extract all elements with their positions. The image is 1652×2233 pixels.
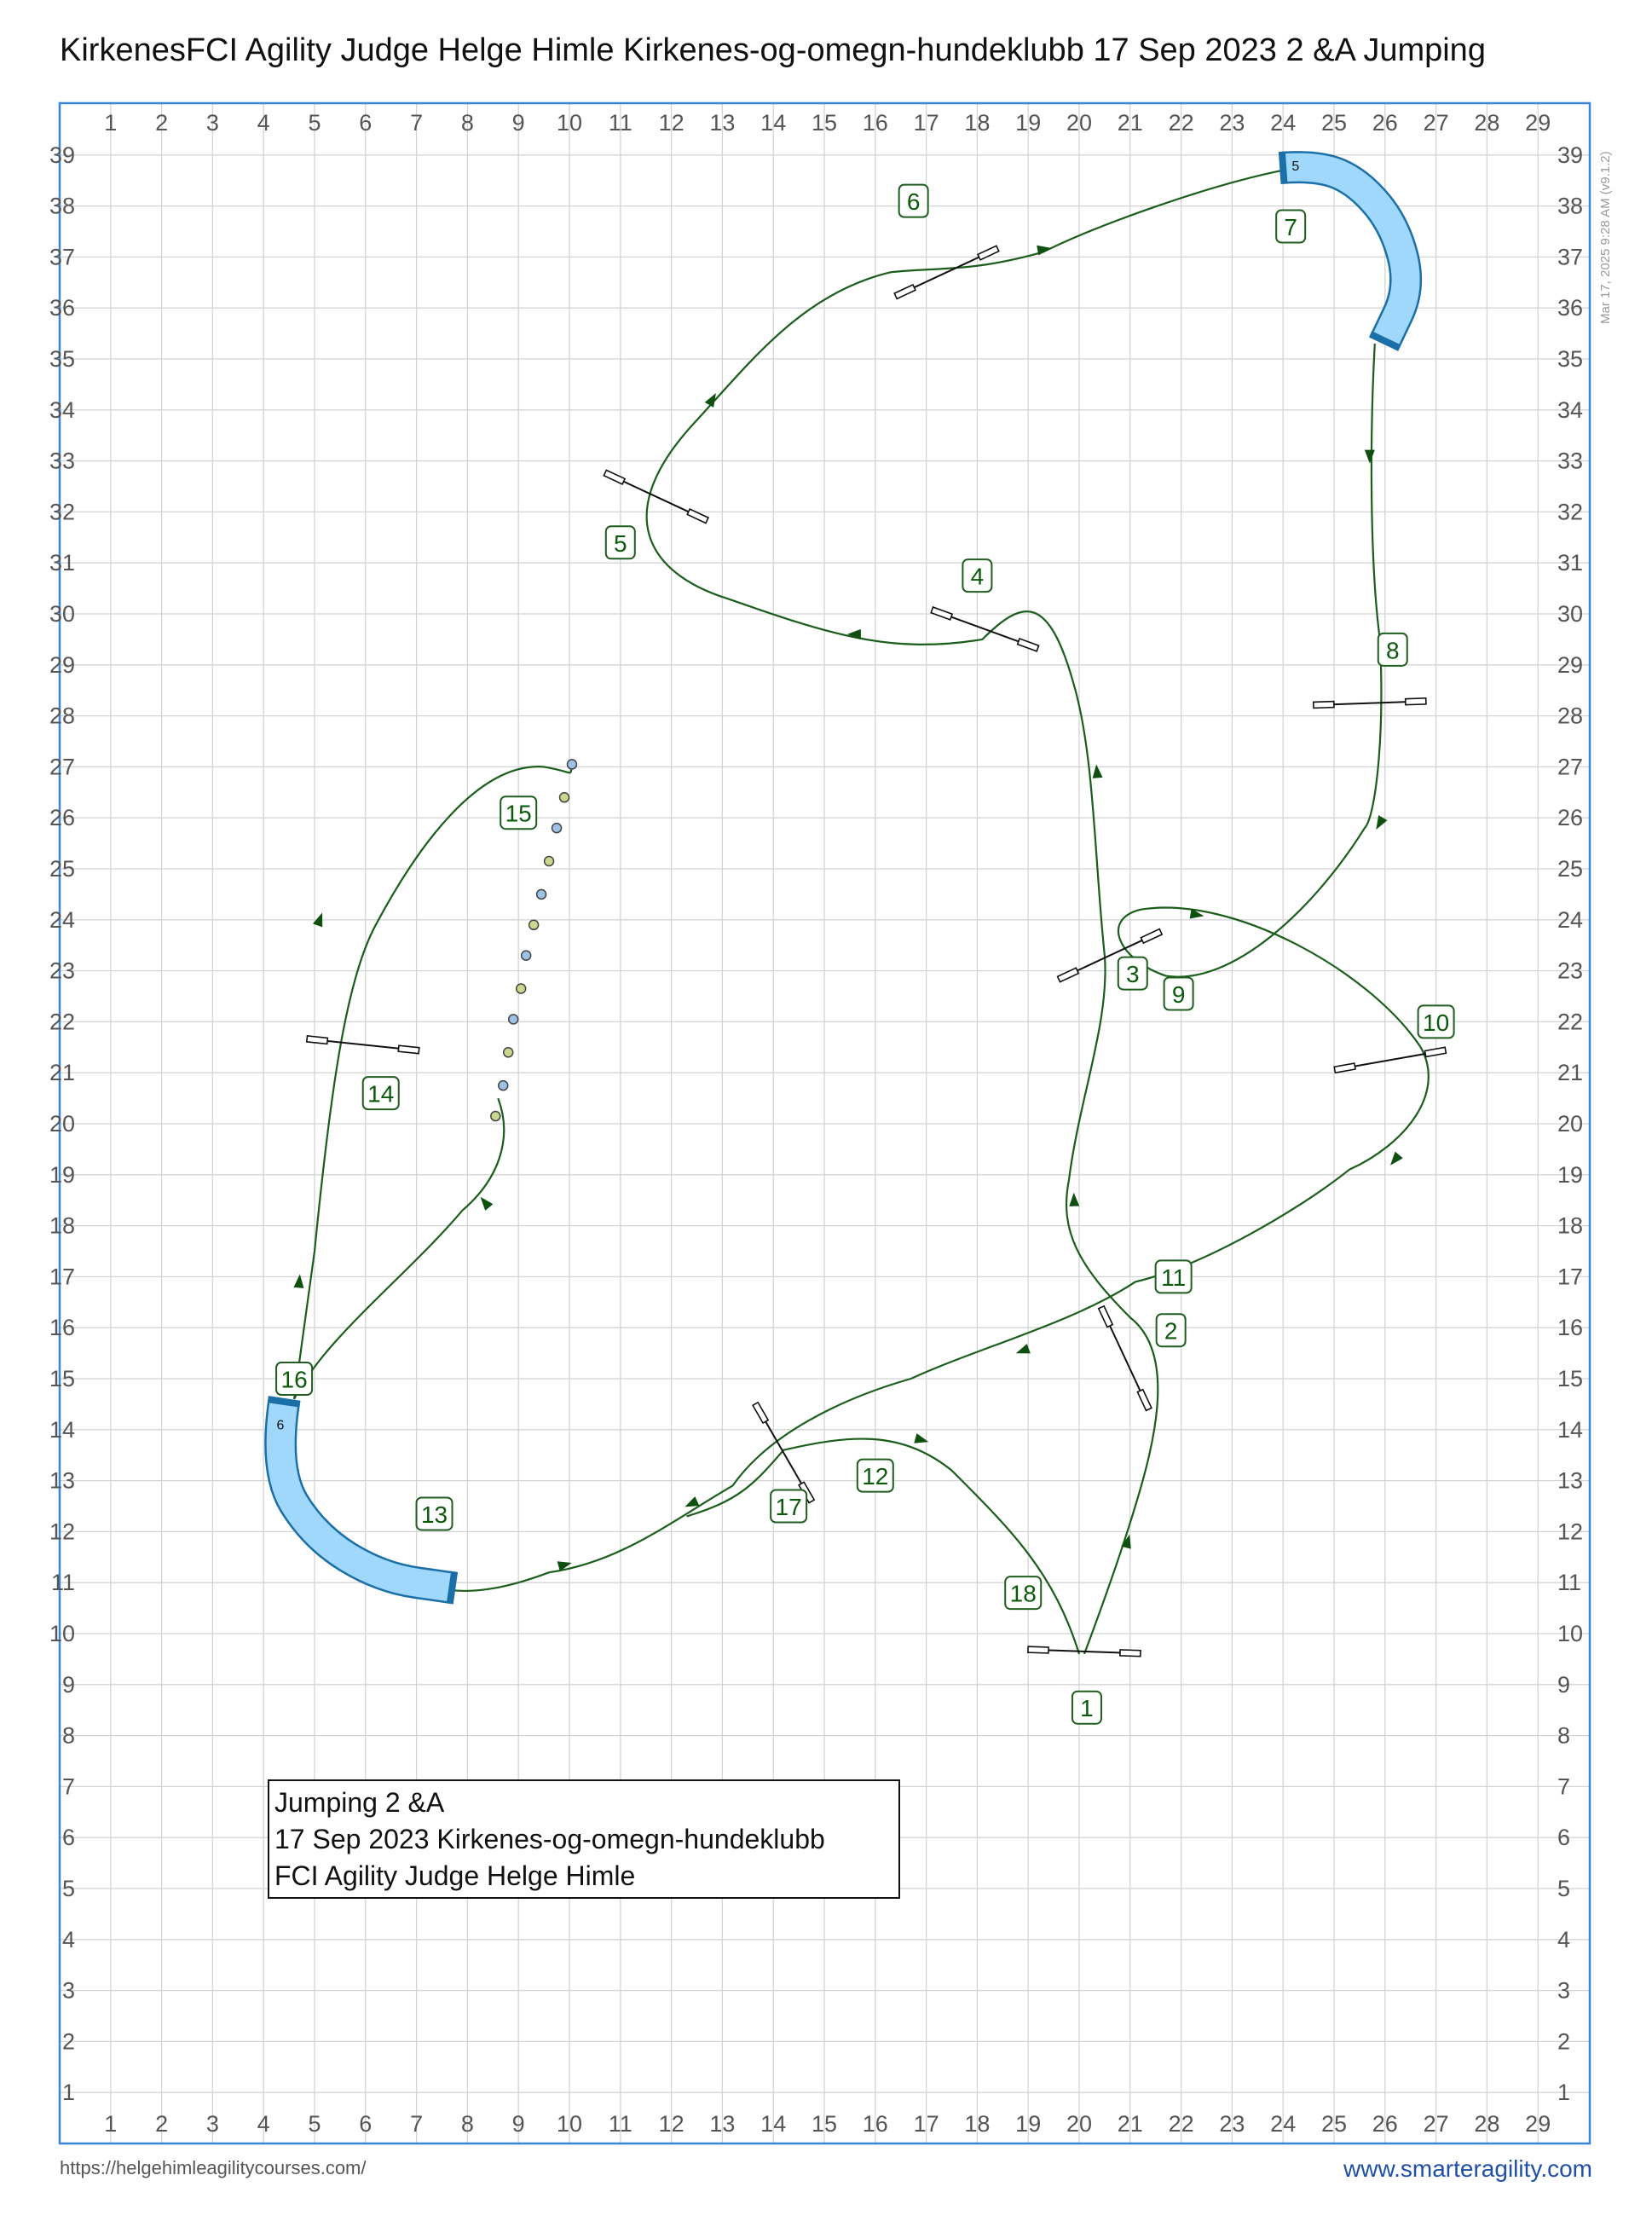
y-tick-label-right: 25: [1557, 856, 1584, 882]
x-tick-label-top: 24: [1270, 110, 1297, 136]
x-tick-label-bottom: 28: [1474, 2111, 1500, 2137]
y-tick-label-right: 23: [1557, 957, 1584, 984]
jump-obstacle: [1028, 1646, 1141, 1657]
y-tick-label-right: 38: [1557, 193, 1584, 219]
x-tick-label-top: 12: [658, 110, 684, 136]
jump-wing-right: [1425, 1047, 1447, 1056]
y-tick-label-left: 22: [49, 1009, 75, 1035]
x-tick-label-bottom: 12: [658, 2111, 684, 2137]
page-title: KirkenesFCI Agility Judge Helge Himle Kirkenes-og-omegn-hundeklubb 17 Sep 2023 2 &A Jumping: [60, 32, 1486, 68]
tunnel-number: 5: [1291, 159, 1300, 175]
x-tick-label-top: 16: [862, 110, 888, 136]
y-tick-label-right: 37: [1557, 244, 1584, 270]
y-tick-label-right: 19: [1557, 1161, 1584, 1188]
jump-wing-left: [894, 285, 916, 298]
obstacle-label-1: [1072, 1692, 1101, 1724]
y-tick-label-right: 11: [1557, 1570, 1582, 1596]
x-tick-label-bottom: 26: [1372, 2111, 1398, 2137]
obstacle-label-number: 17: [775, 1494, 802, 1520]
info-line-class: Jumping 2 &A: [274, 1787, 445, 1818]
obstacle-label-6: [899, 185, 928, 217]
y-tick-label-right: 18: [1557, 1212, 1584, 1239]
path-arrows: [293, 243, 1402, 1571]
weave-pole: [517, 984, 526, 993]
y-tick-label-left: 9: [61, 1671, 75, 1698]
course-info-box: [268, 1779, 900, 1899]
y-tick-label-right: 30: [1557, 601, 1584, 627]
path-segment: [647, 171, 1284, 1654]
x-tick-label-bottom: 11: [608, 2111, 632, 2137]
y-tick-label-right: 27: [1557, 754, 1584, 780]
y-tick-label-right: 21: [1557, 1060, 1584, 1086]
path-arrow: [1091, 764, 1102, 778]
y-tick-label-right: 8: [1557, 1722, 1571, 1749]
obstacle-label-3: [1118, 957, 1147, 990]
obstacle-label-11: [1156, 1260, 1192, 1293]
weave-pole: [509, 1015, 518, 1024]
y-tick-label-left: 24: [49, 906, 75, 933]
x-tick-label-top: 19: [1015, 110, 1042, 136]
obstacle-label-5: [606, 526, 635, 558]
obstacle-label-number: 12: [862, 1463, 889, 1490]
y-tick-label-left: 31: [49, 550, 75, 576]
path-arrow: [293, 1274, 304, 1288]
x-tick-label-top: 9: [511, 110, 525, 136]
x-tick-label-bottom: 1: [104, 2111, 118, 2137]
y-tick-label-left: 11: [50, 1570, 75, 1596]
jump-wing-left: [1314, 702, 1334, 709]
y-tick-label-right: 20: [1557, 1111, 1584, 1137]
y-tick-label-left: 5: [61, 1876, 75, 1901]
y-tick-label-left: 36: [49, 295, 75, 321]
path-arrow: [914, 1433, 930, 1447]
path-segment: [294, 767, 572, 1399]
y-tick-label-right: 2: [1557, 2028, 1571, 2055]
footer-url-link[interactable]: https://helgehimleagilitycourses.com/: [60, 2157, 367, 2178]
x-tick-label-bottom: 10: [556, 2111, 583, 2137]
y-tick-label-right: 3: [1557, 1977, 1571, 2004]
jump-wing-left: [1058, 968, 1079, 981]
x-tick-label-top: 7: [410, 110, 424, 136]
jump-wing-left: [931, 607, 952, 620]
x-tick-label-bottom: 4: [257, 2111, 270, 2137]
x-tick-label-top: 5: [308, 110, 321, 136]
obstacle-number-labels: [276, 185, 1454, 1724]
x-tick-label-top: 27: [1423, 110, 1449, 136]
x-tick-label-top: 22: [1168, 110, 1194, 136]
obstacle-label-8: [1378, 633, 1407, 666]
obstacle-label-number: 2: [1164, 1317, 1178, 1345]
y-tick-label-right: 9: [1557, 1671, 1571, 1698]
y-tick-label-right: 1: [1557, 2080, 1571, 2106]
weave-pole: [504, 1048, 513, 1057]
obstacle-label-number: 7: [1284, 214, 1297, 241]
obstacle-label-number: 14: [367, 1080, 395, 1108]
x-tick-label-top: 3: [205, 110, 219, 136]
y-tick-label-left: 17: [49, 1264, 75, 1290]
x-tick-label-bottom: 25: [1320, 2111, 1348, 2137]
weave-pole: [560, 793, 569, 802]
y-tick-label-left: 14: [49, 1416, 75, 1443]
x-tick-label-top: 29: [1525, 110, 1551, 136]
weave-pole: [545, 857, 554, 866]
y-tick-label-left: 6: [61, 1825, 75, 1851]
weave-pole: [499, 1081, 508, 1090]
y-tick-label-left: 21: [49, 1060, 75, 1086]
x-tick-label-bottom: 22: [1168, 2111, 1194, 2137]
jump-wing-left: [1334, 1063, 1355, 1073]
path-arrow: [1121, 1533, 1135, 1549]
path-arrow: [1386, 1152, 1402, 1169]
y-tick-label-left: 8: [61, 1722, 75, 1749]
y-tick-label-right: 13: [1557, 1467, 1584, 1494]
handler-path: [294, 171, 1429, 1654]
y-tick-label-left: 39: [49, 142, 75, 168]
x-tick-label-bottom: 6: [359, 2111, 373, 2137]
jump-wing-right: [1406, 698, 1426, 705]
y-tick-label-left: 4: [61, 1926, 75, 1952]
x-tick-label-top: 13: [709, 110, 736, 136]
y-tick-label-left: 28: [49, 703, 75, 729]
obstacle-label-number: 6: [906, 188, 921, 216]
x-tick-label-bottom: 16: [862, 2111, 888, 2137]
y-tick-label-right: 4: [1557, 1926, 1571, 1952]
jump-wing-right: [1137, 1390, 1151, 1411]
obstacle-label-14: [363, 1077, 399, 1109]
path-arrow: [1069, 1192, 1080, 1206]
obstacle-label-9: [1164, 978, 1193, 1010]
y-tick-label-right: 32: [1557, 499, 1584, 525]
obstacle-label-10: [1418, 1005, 1454, 1038]
weave-pole: [491, 1112, 500, 1121]
jump-wing-right: [1120, 1650, 1141, 1657]
y-tick-label-left: 16: [49, 1315, 75, 1341]
y-tick-label-left: 7: [61, 1773, 75, 1800]
y-tick-label-left: 38: [49, 193, 75, 219]
y-tick-label-left: 3: [61, 1977, 75, 2004]
y-tick-label-left: 12: [49, 1519, 75, 1545]
jump-obstacle: [1314, 698, 1426, 709]
jump-wing-left: [604, 470, 625, 483]
y-tick-label-left: 13: [49, 1467, 75, 1494]
obstacle-label-number: 8: [1385, 637, 1400, 664]
jump-wing-right: [1141, 929, 1162, 943]
x-tick-label-bottom: 21: [1117, 2111, 1143, 2137]
x-tick-label-top: 25: [1320, 110, 1348, 136]
obstacle-label-15: [500, 796, 536, 829]
x-tick-label-bottom: 7: [410, 2111, 424, 2137]
x-tick-label-bottom: 20: [1066, 2111, 1093, 2137]
jump-wing-left: [1028, 1646, 1048, 1653]
obstacle-label-number: 5: [614, 529, 627, 557]
x-tick-label-bottom: 17: [913, 2111, 939, 2137]
y-tick-label-left: 10: [49, 1621, 75, 1646]
weave-pole: [529, 920, 539, 929]
x-tick-label-top: 26: [1372, 110, 1398, 136]
jump-obstacle: [894, 246, 999, 298]
y-tick-label-left: 18: [49, 1212, 75, 1239]
x-tick-label-top: 23: [1219, 110, 1245, 136]
y-tick-label-right: 12: [1557, 1519, 1584, 1545]
x-tick-label-bottom: 2: [155, 2111, 169, 2137]
jump-wing-left: [307, 1036, 328, 1044]
x-tick-label-top: 20: [1066, 110, 1093, 136]
y-tick-label-right: 24: [1557, 906, 1584, 933]
version-stamp-container: [1598, 102, 1619, 324]
x-tick-label-bottom: 19: [1015, 2111, 1042, 2137]
obstacle-label-7: [1276, 211, 1305, 243]
y-tick-label-left: 20: [49, 1111, 75, 1137]
obstacle-label-12: [858, 1460, 893, 1492]
x-tick-label-bottom: 18: [964, 2111, 991, 2137]
weave-pole: [567, 760, 576, 769]
y-tick-label-right: 34: [1557, 396, 1584, 423]
tunnels: [268, 152, 1406, 1605]
y-tick-label-right: 6: [1557, 1825, 1571, 1851]
x-tick-label-top: 18: [964, 110, 991, 136]
jump-wing-right: [687, 509, 708, 523]
x-tick-label-top: 4: [257, 110, 270, 136]
obstacle-label-18: [1005, 1576, 1041, 1609]
version-stamp: Mar 17, 2025 9:28 AM (v9.1.2): [1598, 151, 1613, 324]
x-tick-label-bottom: 8: [460, 2111, 474, 2137]
jump-wing-left: [1099, 1306, 1112, 1328]
path-arrow: [705, 390, 720, 408]
jump-obstacle: [1334, 1047, 1446, 1073]
path-arrow: [477, 1194, 493, 1211]
obstacle-label-number: 10: [1423, 1009, 1450, 1036]
y-tick-label-right: 29: [1557, 651, 1584, 678]
y-tick-label-left: 27: [49, 754, 75, 780]
x-tick-label-top: 17: [913, 110, 939, 136]
obstacle-label-number: 9: [1171, 981, 1186, 1009]
y-tick-label-right: 15: [1557, 1366, 1584, 1391]
obstacle-label-number: 13: [420, 1501, 448, 1528]
jump-obstacle: [307, 1036, 419, 1054]
y-tick-label-right: 35: [1557, 346, 1584, 372]
y-tick-label-left: 35: [49, 346, 75, 372]
x-tick-label-top: 2: [155, 110, 169, 136]
x-tick-label-top: 10: [556, 110, 583, 136]
x-tick-label-top: 15: [811, 110, 838, 136]
x-tick-label-bottom: 23: [1219, 2111, 1245, 2137]
y-tick-label-right: 28: [1557, 703, 1584, 729]
obstacle-label-number: 16: [280, 1366, 308, 1393]
tunnel-number: 6: [276, 1418, 285, 1433]
obstacle-label-17: [771, 1490, 806, 1523]
footer-brand-link[interactable]: www.smarteragility.com: [1343, 2155, 1592, 2182]
y-tick-label-left: 29: [49, 651, 75, 678]
y-tick-label-right: 10: [1557, 1621, 1584, 1646]
y-tick-label-right: 7: [1557, 1773, 1571, 1800]
x-tick-label-top: 8: [460, 110, 474, 136]
weave-pole: [537, 889, 546, 899]
obstacle-label-number: 15: [505, 800, 532, 827]
y-tick-label-right: 22: [1557, 1009, 1584, 1035]
obstacle-label-2: [1157, 1314, 1186, 1346]
jump-wing-right: [398, 1045, 419, 1053]
jump-wing-left: [753, 1403, 768, 1423]
jump-wing-right: [978, 246, 999, 259]
y-tick-label-left: 1: [61, 2080, 75, 2106]
obstacle-label-13: [417, 1497, 453, 1530]
x-tick-label-top: 21: [1117, 110, 1143, 136]
obstacle-label-number: 18: [1009, 1580, 1037, 1607]
x-tick-label-bottom: 13: [709, 2111, 736, 2137]
y-tick-label-left: 23: [49, 957, 75, 984]
y-tick-label-right: 33: [1557, 448, 1584, 474]
y-tick-label-left: 26: [49, 805, 75, 831]
y-tick-label-left: 15: [49, 1366, 75, 1391]
jump-obstacle: [1099, 1306, 1152, 1411]
obstacle-label-4: [962, 559, 991, 592]
x-tick-label-bottom: 15: [811, 2111, 838, 2137]
x-tick-label-bottom: 9: [511, 2111, 525, 2137]
obstacle-label-16: [276, 1362, 312, 1395]
y-tick-label-left: 32: [49, 499, 75, 525]
obstacle-label-number: 4: [970, 563, 985, 590]
x-tick-label-bottom: 14: [760, 2111, 787, 2137]
x-tick-label-top: 14: [760, 110, 787, 136]
x-tick-label-bottom: 24: [1270, 2111, 1297, 2137]
weave-pole: [552, 824, 562, 833]
y-tick-label-left: 19: [49, 1161, 75, 1188]
weave-pole: [522, 951, 531, 960]
x-tick-label-bottom: 29: [1525, 2111, 1551, 2137]
obstacle-label-number: 11: [1161, 1264, 1187, 1291]
y-tick-label-right: 14: [1557, 1416, 1584, 1443]
x-tick-label-top: 11: [608, 110, 632, 136]
y-tick-label-right: 5: [1557, 1876, 1571, 1901]
y-tick-label-left: 2: [61, 2028, 75, 2055]
path-segment: [453, 344, 1429, 1591]
jumps: [307, 246, 1450, 1656]
y-tick-label-right: 17: [1557, 1264, 1584, 1290]
path-arrow: [683, 1496, 700, 1512]
y-tick-label-left: 33: [49, 448, 75, 474]
y-tick-label-left: 30: [49, 601, 75, 627]
x-tick-label-bottom: 5: [308, 2111, 321, 2137]
y-tick-label-left: 34: [49, 396, 75, 423]
y-tick-label-right: 16: [1557, 1315, 1584, 1341]
y-tick-label-right: 26: [1557, 805, 1584, 831]
y-tick-label-right: 36: [1557, 295, 1584, 321]
y-tick-label-left: 25: [49, 856, 75, 882]
x-tick-label-bottom: 27: [1423, 2111, 1449, 2137]
y-tick-label-right: 31: [1557, 550, 1584, 576]
x-tick-label-top: 28: [1474, 110, 1500, 136]
y-tick-label-left: 37: [49, 244, 75, 270]
x-tick-label-top: 6: [359, 110, 373, 136]
info-line-date-club: 17 Sep 2023 Kirkenes-og-omegn-hundeklubb: [274, 1824, 825, 1854]
x-tick-label-top: 1: [104, 110, 118, 136]
x-tick-label-bottom: 3: [205, 2111, 219, 2137]
y-tick-label-right: 39: [1557, 142, 1584, 168]
obstacle-label-number: 3: [1126, 961, 1140, 988]
obstacle-label-number: 1: [1080, 1695, 1094, 1722]
info-line-judge: FCI Agility Judge Helge Himle: [274, 1860, 636, 1891]
